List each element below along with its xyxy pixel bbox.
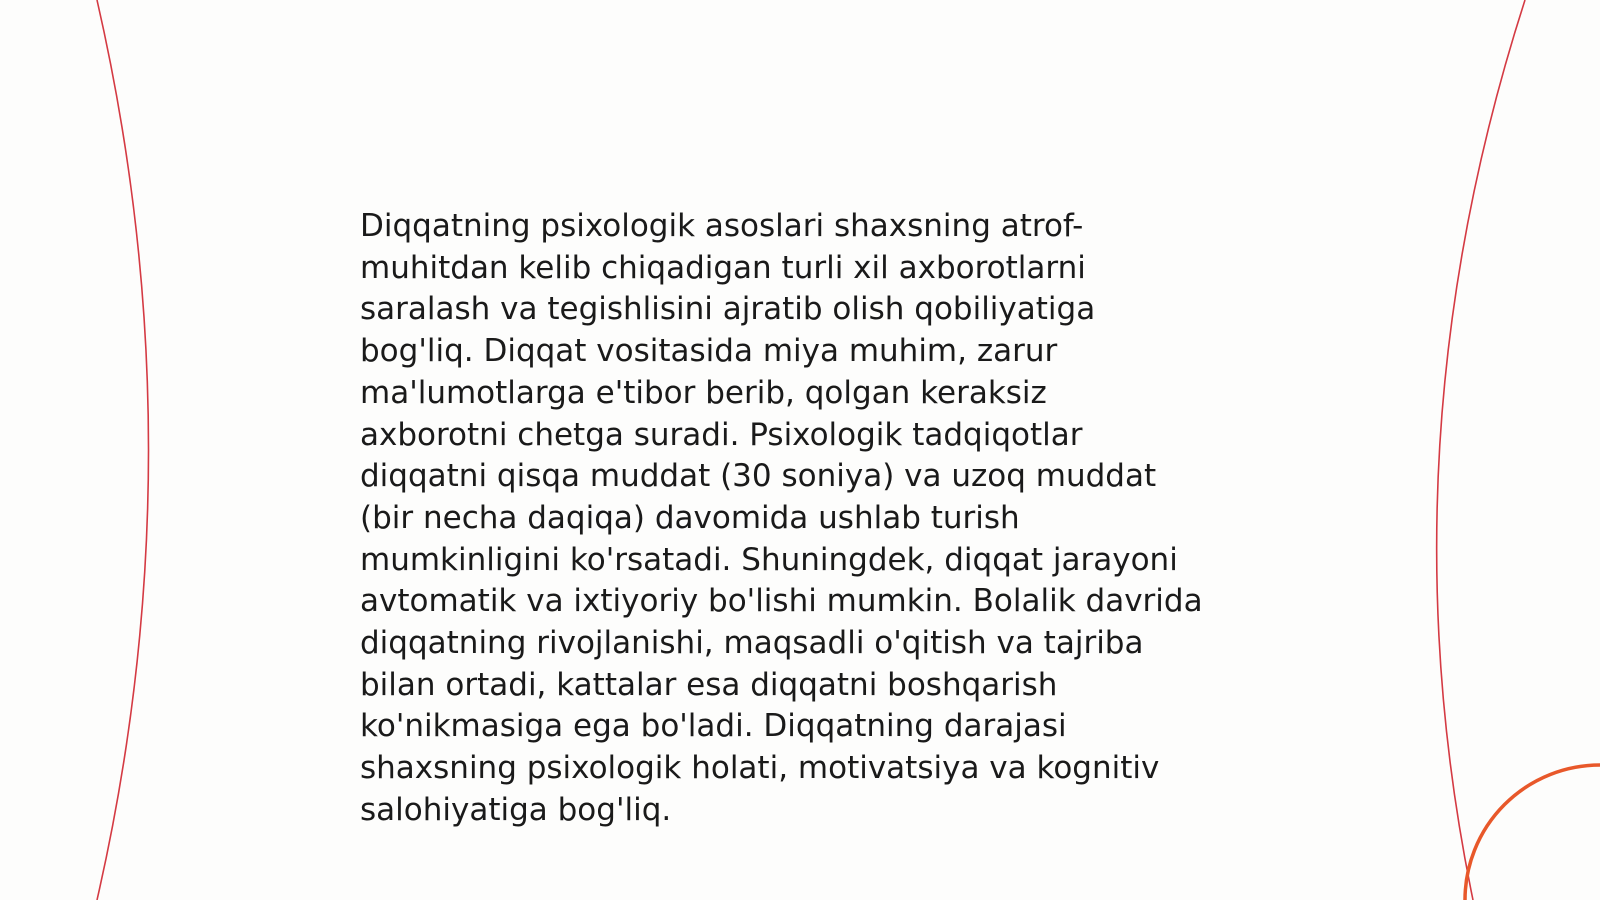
- paragraph-line: diqqatni qisqa muddat (30 soniya) va uzoq muddat: [360, 458, 1157, 495]
- body-paragraph: [360, 206, 1260, 832]
- paragraph-line: saralash va tegishlisini ajratib olish qobiliyatiga: [360, 291, 1096, 328]
- corner-circle-decoration: [1465, 765, 1600, 900]
- paragraph-line: bog'liq. Diqqat vositasida miya muhim, zarur: [360, 333, 1058, 370]
- paragraph-line: ma'lumotlarga e'tibor berib, qolgan keraksiz: [360, 374, 1047, 411]
- left-arc-decoration: [97, 0, 149, 900]
- paragraph-line: salohiyatiga bog'liq.: [360, 791, 672, 828]
- paragraph-line: shaxsning psixologik holati, motivatsiya va kognitiv: [360, 750, 1160, 787]
- paragraph-line: axborotni chetga suradi. Psixologik tadqiqotlar: [360, 416, 1083, 453]
- paragraph-line: diqqatning rivojlanishi, maqsadli o'qitish va tajriba: [360, 625, 1144, 662]
- paragraph-line: muhitdan kelib chiqadigan turli xil axborotlarni: [360, 249, 1086, 286]
- paragraph-line: mumkinligini ko'rsatadi. Shuningdek, diqqat jarayoni: [360, 541, 1178, 578]
- paragraph-line: avtomatik va ixtiyoriy bo'lishi mumkin. Bolalik davrida: [360, 583, 1203, 620]
- paragraph-line: Diqqatning psixologik asoslari shaxsning atrof-: [360, 208, 1084, 244]
- paragraph-line: ko'nikmasiga ega bo'ladi. Diqqatning darajasi: [360, 708, 1067, 745]
- right-arc-decoration: [1437, 0, 1525, 900]
- paragraph-line: bilan ortadi, kattalar esa diqqatni boshqarish: [360, 666, 1058, 703]
- paragraph-line: (bir necha daqiqa) davomida ushlab turish: [360, 499, 1020, 536]
